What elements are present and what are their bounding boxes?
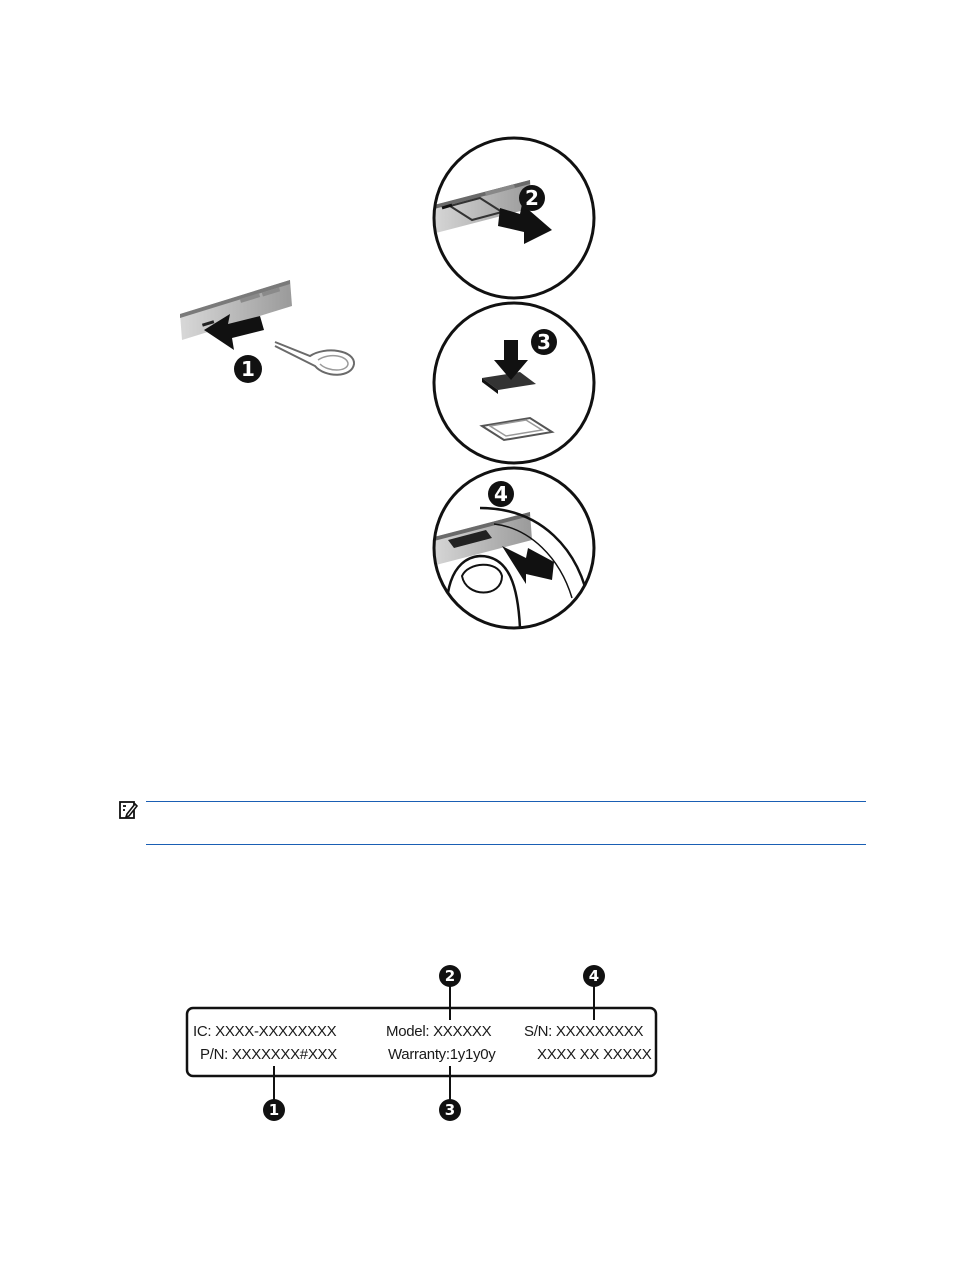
label-sn: S/N: XXXXXXXXX: [524, 1023, 644, 1040]
step-3-insert-card: [434, 303, 594, 463]
label-callout-1: 1: [268, 1101, 280, 1119]
label-callout-3: 3: [444, 1101, 456, 1119]
note-rule-bottom: [146, 844, 866, 845]
label-model: Model: XXXXXX: [386, 1023, 492, 1040]
step-4-push-tray: [430, 468, 594, 628]
label-pn: P/N: XXXXXXX#XXX: [200, 1046, 337, 1063]
callout-1: 1: [241, 357, 255, 381]
label-warranty: Warranty:1y1y0y: [388, 1046, 496, 1063]
label-ic: IC: XXXX-XXXXXXXX: [193, 1023, 337, 1040]
callout-4: 4: [494, 482, 508, 506]
step-1-eject-pin: [180, 280, 354, 383]
important-note-icon: [118, 800, 138, 820]
note-rule-top: [146, 801, 866, 802]
service-label-frame: [187, 1008, 656, 1076]
important-note: [118, 798, 868, 846]
label-sn-line2: XXXX XX XXXXX: [537, 1046, 652, 1063]
service-label-illustration: [180, 958, 670, 1128]
sim-insertion-illustration: [180, 128, 610, 648]
callout-2: 2: [525, 186, 539, 210]
step-2-remove-tray: [430, 138, 594, 298]
callout-3: 3: [537, 330, 551, 354]
label-callout-2: 2: [444, 967, 456, 985]
label-callout-4: 4: [588, 967, 600, 985]
